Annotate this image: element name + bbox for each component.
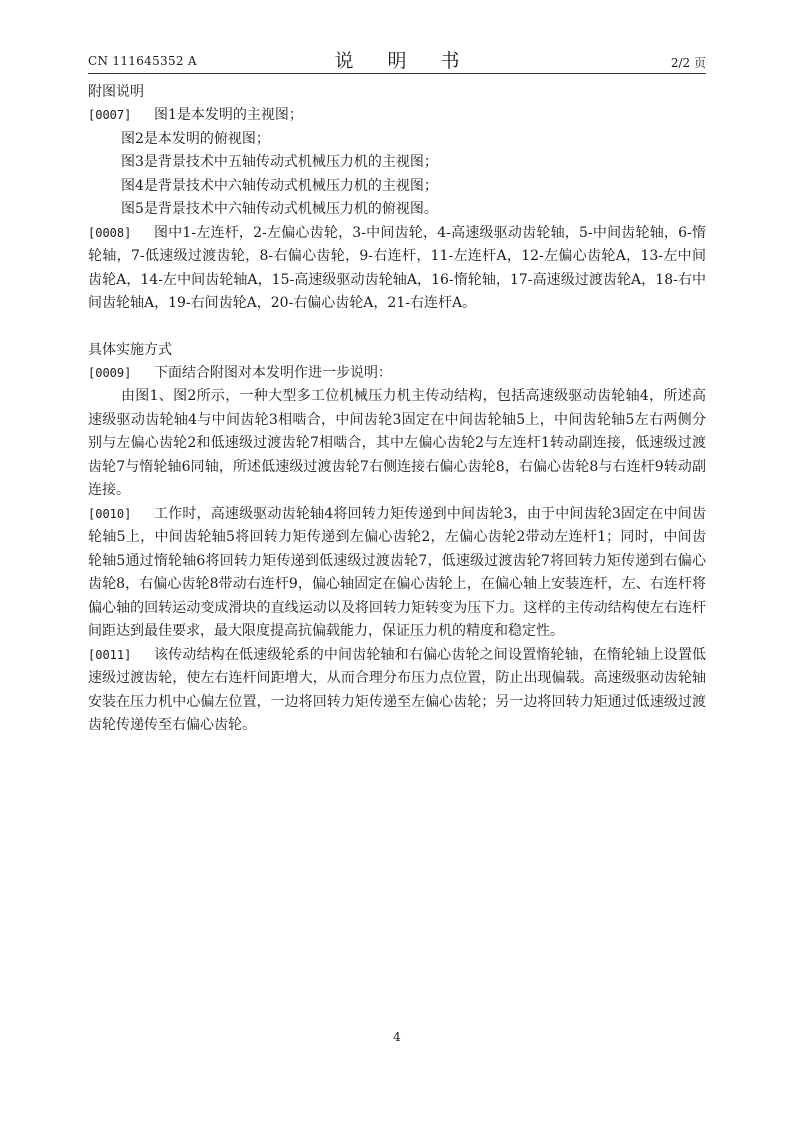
paragraph-text: 图1是本发明的主视图； xyxy=(154,107,303,123)
paragraph-number: [0010] xyxy=(88,506,132,521)
header-divider xyxy=(88,73,706,74)
figures-section-title: 附图说明 xyxy=(88,84,144,100)
paragraph-text: 工作时，高速级驱动齿轮轴4将回转力矩传递到中间齿轮3，由于中间齿轮3固定在中间齿轮轴5上，中间齿轮轴5将回转力矩传递到左偏心齿轮2，左偏心齿轮2带动左连杆1；同时，中间齿轮轴5通过惰轮轴6将回转力矩传递到低速级过渡齿轮7，低速级过渡齿轮7将回转力矩传递到右偏心齿轮8，右偏心齿轮8带动右连杆9，偏心轴固定在偏心齿轮上，在偏心轴上安装连杆，左、右连杆将偏心轴的回转运动变成滑块的直线运动以及将回转力矩转变为压下力。这样的主传动结构使左右连杆间距达到最佳要求，最大限度提高抗偏载能力，保证压力机的精度和稳定性。 xyxy=(88,505,706,639)
figure-line: 图3是背景技术中五轴传动式机械压力机的主视图； xyxy=(121,154,438,170)
paragraph-text: 下面结合附图对本发明作进一步说明： xyxy=(154,364,392,381)
figure-line: 图2是本发明的俯视图； xyxy=(121,130,270,147)
document-body xyxy=(88,80,706,738)
figure-line: 图4是背景技术中六轴传动式机械压力机的主视图； xyxy=(121,177,438,194)
paragraph-0010 xyxy=(88,503,706,644)
paragraph-number: [0011] xyxy=(88,647,132,662)
paragraph-0008 xyxy=(88,222,706,316)
paragraph-0011 xyxy=(88,644,706,738)
page-info: 2/2 页 xyxy=(670,56,706,70)
figure-line: 图5是背景技术中六轴传动式机械压力机的俯视图。 xyxy=(121,201,438,217)
section-spacer xyxy=(88,316,706,338)
publication-number: CN 111645352 A xyxy=(88,54,197,68)
embodiment-section-title: 具体实施方式 xyxy=(88,341,172,358)
paragraph-0009 xyxy=(88,362,706,386)
paragraph-number: [0009] xyxy=(88,365,132,380)
paragraph-number: [0008] xyxy=(88,225,132,240)
paragraph-text: 该传动结构在低速级轮系的中间齿轮轴和右偏心齿轮之间设置惰轮轴，在惰轮轴上设置低速级过渡齿轮，使左右连杆间距增大，从而合理分布压力点位置，防止出现偏载。高速级驱动齿轮轴安装在压力机中心偏左位置，一边将回转力矩传递至左偏心齿轮；另一边将回转力矩通过低速级过渡齿轮传递传至右偏心齿轮。 xyxy=(88,646,706,733)
page-header xyxy=(88,44,706,72)
paragraph-0007 xyxy=(88,104,706,128)
page-number: 4 xyxy=(393,1030,401,1044)
paragraph-number: [0007] xyxy=(88,108,132,122)
document-title: 说 明 书 xyxy=(334,50,474,72)
paragraph-0009-body: 由图1、图2所示，一种大型多工位机械压力机主传动结构，包括高速级驱动齿轮轴4，所述高速级驱动齿轮轴4与中间齿轮3相啮合，中间齿轮3固定在中间齿轮轴5上，中间齿轮轴5左右两侧分别与左偏心齿轮2和低速级过渡齿轮7相啮合，其中左偏心齿轮2与左连杆1转动副连接，低速级过渡齿轮7与惰轮轴6同轴，所述低速级过渡齿轮7右侧连接右偏心齿轮8，右偏心齿轮8与右连杆9转动副连接。 xyxy=(88,388,706,498)
paragraph-text: 图中1-左连杆，2-左偏心齿轮，3-中间齿轮，4-高速级驱动齿轮轴，5-中间齿轮轴，6-惰轮轴，7-低速级过渡齿轮，8-右偏心齿轮，9-右连杆，11-左连杆A，12-左偏心齿轮A，13-左中间齿轮A，14-左中间齿轮轴A，15-高速级驱动齿轮轴A，16-惰轮轴，17-高速级过渡齿轮A，18-右中间齿轮轴A，19-右间齿轮A，20-右偏心齿轮A，21-右连杆A。 xyxy=(88,224,706,311)
